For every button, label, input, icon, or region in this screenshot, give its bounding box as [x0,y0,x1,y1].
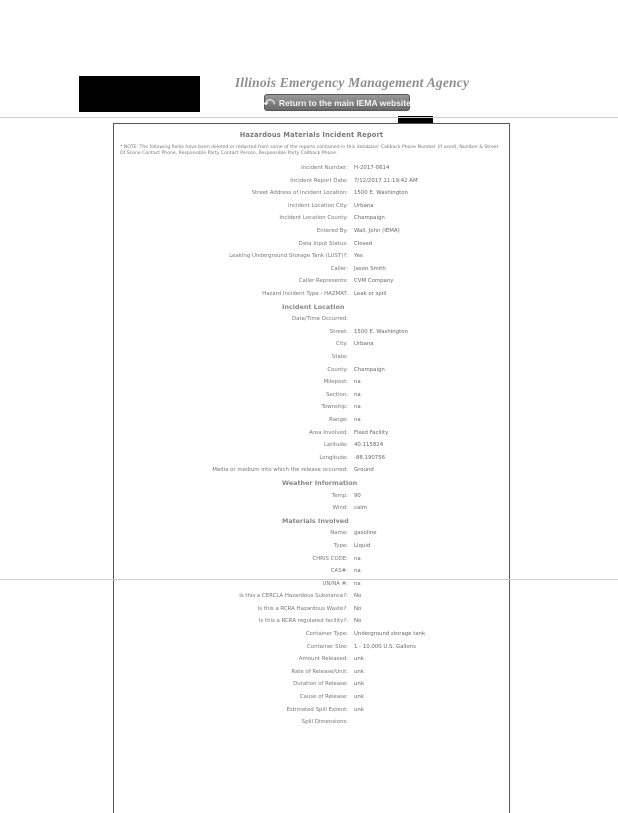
field-label: Hazard Incident Type - HAZMAT: [262,291,348,298]
field-row [114,451,509,464]
field-label: Range: [329,416,348,423]
field-value: na [354,568,361,575]
field-label: Media or medium into which the release occurred: [212,467,348,474]
field-row [114,376,509,389]
field-label: Street: [329,328,348,335]
section-title: Materials Involved [282,516,349,525]
field-label: Duration of Release: [293,681,348,688]
field-row [114,426,509,439]
field-label: Incident Location City: [288,202,348,209]
field-row [114,212,509,225]
field-label: Entered By: [316,228,348,235]
field-row [114,263,509,276]
field-row [114,628,509,641]
field-label: Type: [333,542,348,549]
field-value: Urbana [354,202,374,209]
field-row [114,401,509,414]
field-row [114,653,509,666]
field-value: 40.115824 [354,442,384,449]
field-row [114,174,509,187]
section-heading [114,477,509,490]
field-label: Wind: [332,505,348,512]
report-fields [114,162,509,729]
field-value: na [354,391,361,398]
report-title: Hazardous Materials Incident Report [239,131,384,139]
field-row [114,363,509,376]
field-row [114,502,509,515]
field-value: No [354,618,362,625]
section-heading [114,300,509,313]
field-value: na [354,379,361,386]
field-label: Estimated Spill Extent: [286,706,348,713]
field-label: Is this a RCRA Hazardous Waste?: [257,605,348,612]
field-label: Section: [326,391,348,398]
field-value: Urbana [354,341,374,348]
field-label: Milepost: [323,379,348,386]
field-label: Rate of Release/Unit: [291,668,348,675]
return-button-label: Return to the main IEMA website [278,97,411,108]
field-value: Underground storage tank [354,631,426,638]
field-value: na [354,404,361,411]
field-label: County: [327,366,348,373]
field-label: CAS#: [330,568,348,575]
field-label: Amount Released: [298,656,348,663]
section-title: Incident Location [282,302,345,311]
field-value: unk [354,694,364,701]
field-row [114,275,509,288]
field-value: Champaign [354,366,385,373]
field-label: Container Type: [305,631,348,638]
field-row [114,603,509,616]
field-label: Container Size: [307,643,348,650]
field-label: Spill Dimensions: [301,719,348,726]
return-to-iema-button[interactable] [264,94,410,111]
field-value: unk [354,668,364,675]
field-row [114,225,509,238]
field-value: unk [354,656,364,663]
field-value: H-2017-0614 [354,165,390,172]
field-value: 1500 E. Washington [354,190,408,197]
incident-report [113,123,510,813]
field-value: na [354,580,361,587]
return-arrow-icon: ⤺ [263,96,275,108]
field-row [114,640,509,653]
field-row [114,187,509,200]
field-row [114,464,509,477]
field-row [114,540,509,553]
field-label: Incident Report Date: [290,177,348,184]
agency-title: Illinois Emergency Management Agency [234,75,470,90]
field-label: Area Involved: [309,429,348,436]
field-row [114,237,509,250]
field-value: na [354,416,361,423]
field-row [114,703,509,716]
field-value: unk [354,706,364,713]
scan-fold-line [0,579,618,580]
field-row [114,590,509,603]
field-row [114,691,509,704]
field-label: CHRIS CODE: [312,555,348,562]
field-label: Longitude: [319,454,348,461]
field-row [114,338,509,351]
field-value: na [354,555,361,562]
field-row [114,489,509,502]
field-value: Yes [354,253,363,260]
field-label: Date/Time Occurred: [292,316,348,323]
field-label: Name: [330,530,348,537]
field-row [114,414,509,427]
field-value: gasoline [354,530,377,537]
field-label: Caller Represents: [298,278,348,285]
field-label: Incident Number: [301,165,348,172]
field-row [114,326,509,339]
field-label: Temp: [331,492,348,499]
field-row [114,351,509,364]
field-value: Liquid [354,542,371,549]
field-row [114,439,509,452]
field-value: unk [354,681,364,688]
field-value: No [354,593,362,600]
field-row [114,527,509,540]
field-row [114,552,509,565]
field-value: 90 [354,492,361,499]
field-row [114,389,509,402]
field-label: Leaking Underground Storage Tank (LUST)?: [229,253,348,260]
field-value: Leak or spill [354,291,387,298]
field-row [114,313,509,326]
field-label: UN/NA #: [322,580,348,587]
header-divider [0,117,618,118]
field-value: Wall, John (IEMA) [354,228,400,235]
field-label: State: [331,354,348,361]
field-value: No [354,605,362,612]
field-value: Closed [354,240,373,247]
field-value: CVM Company [354,278,394,285]
field-label: Is this a CERCLA Hazardous Substance?: [239,593,348,600]
field-label: Cause of Release: [299,694,348,701]
field-label: City: [336,341,348,348]
section-title: Weather Information [282,478,358,487]
field-row [114,678,509,691]
field-label: Is this a RCRA regulated facility?: [258,618,348,625]
field-row [114,162,509,175]
field-value: calm [354,505,368,512]
field-label: Latitude: [323,442,348,449]
field-row [114,565,509,578]
field-value: Champaign [354,215,385,222]
field-label: Incident Location County: [279,215,348,222]
field-row [114,200,509,213]
field-row [114,716,509,729]
field-value: -88.190756 [354,454,386,461]
field-row [114,250,509,263]
field-value: 7/12/2017 11:19:42 AM [354,177,418,184]
redaction-note: * NOTE: The following fields have been deleted or redacted from some of the reports contained in this database: Callback Phone Number (if used), Number & Street Of Scene Contact Phone, Responsible Party Contact Person, Responsible Party Callback Phone. [120,145,499,157]
field-value: Jason Smith [354,265,386,272]
field-label: Caller: [330,265,348,272]
field-row [114,288,509,301]
field-label: Township: [321,404,348,411]
field-value: Ground [354,467,374,474]
field-value: Fixed Facility [354,429,389,436]
section-heading [114,514,509,527]
field-label: Data Input Status: [298,240,348,247]
field-value: 1500 E. Washington [354,328,408,335]
field-row [114,615,509,628]
field-value: 1 - 10,000 U.S. Gallons [354,643,416,650]
redaction-block [79,76,200,112]
field-label: Street Address of Incident Location: [251,190,348,197]
field-row [114,666,509,679]
